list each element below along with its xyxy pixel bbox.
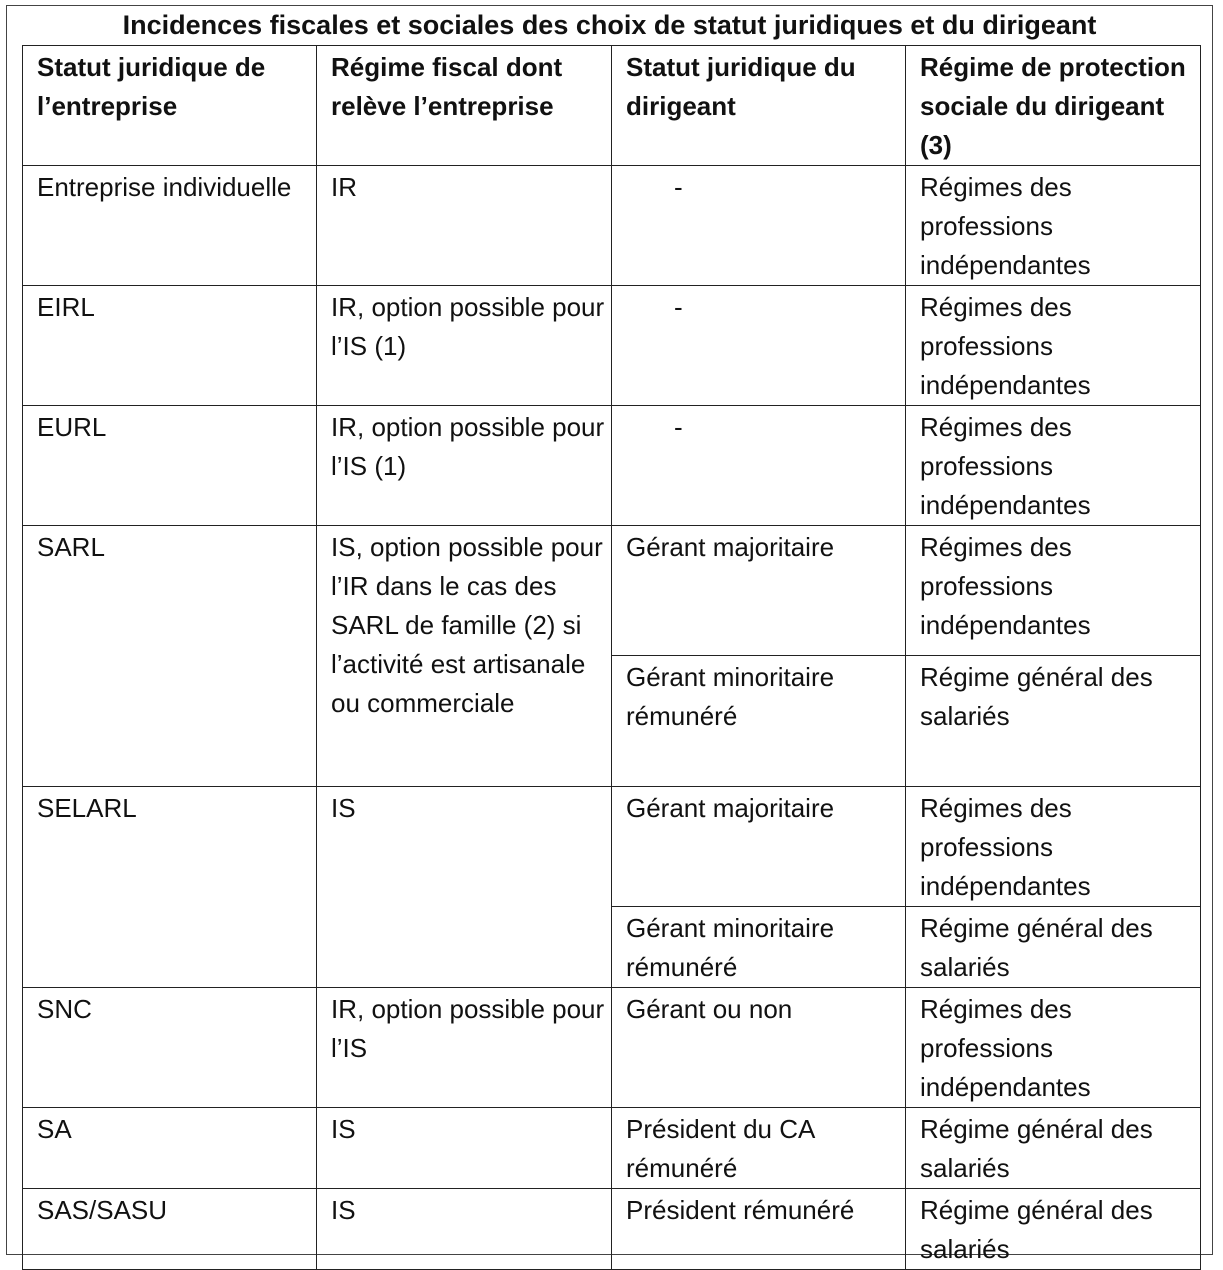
cell-dirigeant: - <box>612 286 906 406</box>
cell-fiscal: IS <box>317 787 612 988</box>
cell-protection: Régime général des salariés <box>906 907 1201 988</box>
cell-dirigeant: - <box>612 406 906 526</box>
header-row <box>23 46 1201 166</box>
cell-fiscal: IR, option possible pour l’IS <box>317 988 612 1108</box>
status-table <box>22 45 1201 1270</box>
cell-protection: Régimes des professions indépendantes <box>906 286 1201 406</box>
cell-statut: SAS/SASU <box>23 1189 317 1270</box>
table-row-sas-sasu <box>23 1189 1201 1270</box>
cell-dirigeant: Gérant ou non <box>612 988 906 1108</box>
cell-protection: Régimes des professions indépendantes <box>906 526 1201 656</box>
cell-protection: Régimes des professions indépendantes <box>906 787 1201 907</box>
header-statut-entreprise: Statut juridique de l’entreprise <box>23 46 317 166</box>
cell-statut: Entreprise individuelle <box>23 166 317 286</box>
cell-fiscal: IR <box>317 166 612 286</box>
cell-fiscal: IR, option possible pour l’IS (1) <box>317 286 612 406</box>
cell-dirigeant: Gérant majoritaire <box>612 787 906 907</box>
cell-dirigeant: Gérant minoritaire rémunéré <box>612 907 906 988</box>
cell-statut: EURL <box>23 406 317 526</box>
cell-fiscal: IR, option possible pour l’IS (1) <box>317 406 612 526</box>
cell-protection: Régime général des salariés <box>906 1189 1201 1270</box>
cell-statut: SARL <box>23 526 317 787</box>
cell-fiscal: IS, option possible pour l’IR dans le cas des SARL de famille (2) si l’activité est artisanale ou commerciale <box>317 526 612 787</box>
table-row-eurl <box>23 406 1201 526</box>
cell-fiscal: IS <box>317 1108 612 1189</box>
cell-dirigeant: Président du CA rémunéré <box>612 1108 906 1189</box>
table-row-selarl <box>23 787 1201 907</box>
cell-statut: EIRL <box>23 286 317 406</box>
cell-statut: SNC <box>23 988 317 1108</box>
cell-protection: Régimes des professions indépendantes <box>906 166 1201 286</box>
cell-dirigeant: Président rémunéré <box>612 1189 906 1270</box>
table-row-sarl <box>23 526 1201 656</box>
cell-protection: Régime général des salariés <box>906 656 1201 787</box>
table-row-snc <box>23 988 1201 1108</box>
table-row-entreprise-individuelle <box>23 166 1201 286</box>
table-row-sa <box>23 1108 1201 1189</box>
cell-statut: SELARL <box>23 787 317 988</box>
table-title: Incidences fiscales et sociales des choix de statut juridiques et du dirigeant <box>122 10 1097 40</box>
header-statut-dirigeant: Statut juridique du dirigeant <box>612 46 906 166</box>
header-protection-sociale: Régime de protection sociale du dirigeant (3) <box>906 46 1201 166</box>
cell-protection: Régimes des professions indépendantes <box>906 988 1201 1108</box>
cell-statut: SA <box>23 1108 317 1189</box>
cell-fiscal: IS <box>317 1189 612 1270</box>
cell-dirigeant: Gérant minoritaire rémunéré <box>612 656 906 787</box>
table-row-eirl <box>23 286 1201 406</box>
cell-dirigeant: - <box>612 166 906 286</box>
header-regime-fiscal: Régime fiscal dont relève l’entreprise <box>317 46 612 166</box>
cell-dirigeant: Gérant majoritaire <box>612 526 906 656</box>
cell-protection: Régime général des salariés <box>906 1108 1201 1189</box>
cell-protection: Régimes des professions indépendantes <box>906 406 1201 526</box>
